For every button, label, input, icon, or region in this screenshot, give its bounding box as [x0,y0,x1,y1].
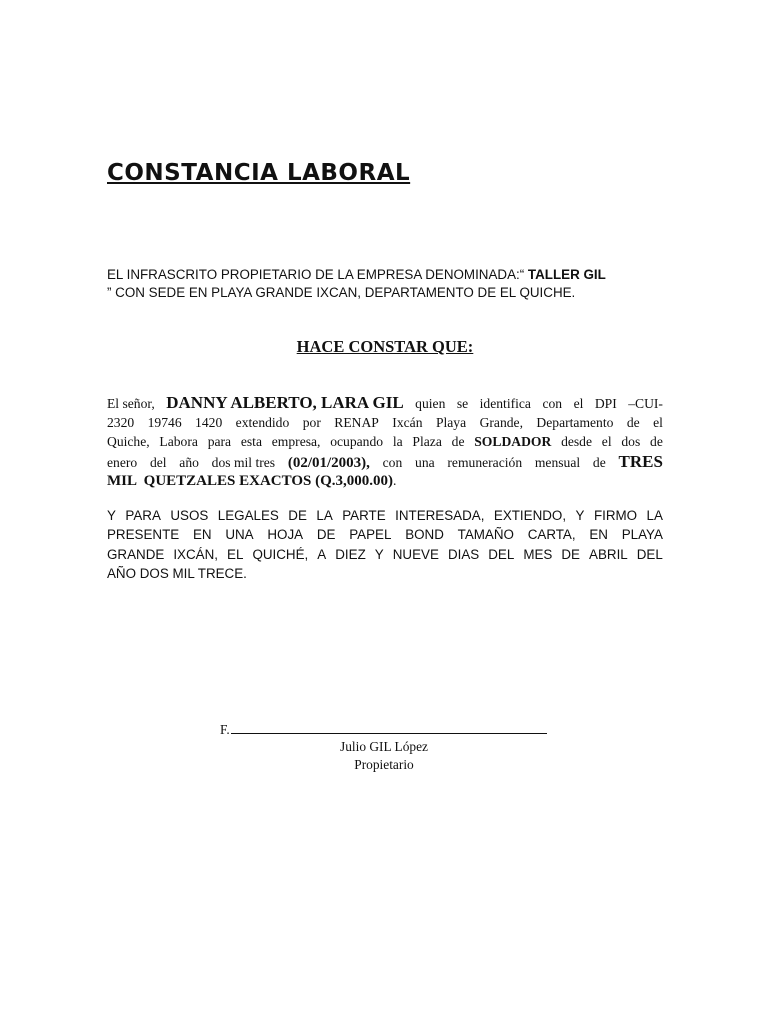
word: DE [288,508,307,523]
word: PLAYA [621,527,663,543]
word: año [179,454,199,470]
word: CARTA, [527,527,576,543]
salary-amount: MIL QUETZALES EXACTOS (Q.3,000.00) [107,473,394,489]
word: –CUI- [628,396,663,411]
word: INTERESADA, [395,508,485,523]
intro-line-2: ” CON SEDE EN PLAYA GRANDE IXCAN, DEPARTAMENTO DE EL QUICHE. [107,285,576,300]
intro-line-1 [107,266,663,284]
section-heading-text: HACE CONSTAR QUE: [296,337,474,356]
start-date: (02/01/2003), [287,454,370,471]
signature-rule [231,719,547,734]
word: de [626,414,640,430]
word: PARA [125,508,161,523]
word: el [601,434,612,449]
word: Y [575,508,585,523]
salary-amount-start: TRES [618,451,663,471]
word: DE [561,546,580,562]
word: . [393,473,397,488]
word: remuneración [447,454,523,470]
word: ocupando [330,434,384,449]
word: esta [240,434,262,449]
word: por [302,414,321,430]
closing-last-line: AÑO DOS MIL TRECE. [107,565,247,581]
word: EXTIENDO, [493,508,567,523]
word: LA [646,508,663,523]
word: DE [316,527,336,543]
word: Playa [435,414,467,430]
word: EN [589,527,608,543]
word: extendido [235,414,290,430]
word: UNA [225,527,254,543]
word: IXCÁN, [173,546,218,562]
word: dos [621,434,641,449]
word: mensual [534,454,581,470]
signature-line [220,719,547,738]
closing-paragraph [107,506,663,583]
word: LEGALES [217,508,279,523]
closing-line-2 [107,525,663,544]
word: Grande, [479,414,523,430]
word: Plaza [412,434,442,449]
word: GRANDE [107,546,165,562]
word: Departamento [536,414,614,430]
signer-role: Propietario [354,757,414,772]
word: QUICHÉ, [252,546,309,562]
closing-line-1 [107,506,663,525]
body-line-5 [107,471,663,491]
body-paragraph [107,393,663,491]
body-line-3 [107,432,663,452]
word: DPI [594,396,617,411]
word: ABRIL [589,546,628,562]
word: del [149,454,167,470]
word: dos mil tres [211,454,276,470]
company-name: TALLER GIL [527,267,606,282]
word: LA [316,508,333,523]
job-position: SOLDADOR [474,434,552,449]
word: una [415,454,435,470]
word: de [650,434,663,449]
signature-prefix: F. [220,722,230,737]
word: la [392,434,403,449]
intro-paragraph [107,266,663,302]
word: desde [561,434,593,449]
word: identifica [479,396,531,411]
word: Labora [159,434,198,449]
word: con [542,396,563,411]
document-title: CONSTANCIA LABORAL [107,160,411,186]
word: PARTE [342,508,386,523]
word: EL [227,546,244,562]
employee-name: DANNY ALBERTO, LARA GIL [166,393,404,412]
word: el [653,414,663,430]
word: EN [192,527,212,543]
word: Ixcán [392,414,423,430]
body-line-1 [107,393,663,413]
word: empresa, [271,434,321,449]
word: HOJA [267,527,304,543]
closing-line-3 [107,545,663,564]
word: DIAS [447,546,480,562]
word: DIEZ [335,546,366,562]
word: USOS [170,508,209,523]
word: FIRMO [593,508,638,523]
word: DEL [488,546,515,562]
word: para [207,434,232,449]
word: de [451,434,465,449]
word: 1420 [195,414,223,430]
body-line-4 [107,452,663,472]
word: enero [107,454,138,470]
word: TAMAÑO [457,527,514,543]
word: RENAP [334,414,379,430]
word: BOND [405,527,444,543]
intro-text: EL INFRASCRITO PROPIETARIO DE LA EMPRESA DENOMINADA:“ [107,267,525,282]
word: Quiche, [107,434,150,449]
word: de [592,454,606,470]
word: Y [107,508,116,523]
word: 2320 [107,414,135,430]
word: 19746 [147,414,182,430]
word: DEL [636,546,663,562]
signer-name: Julio GIL López [339,739,428,754]
word: PAPEL [349,527,392,543]
word: El señor, [107,396,155,411]
word: se [456,396,469,411]
word: quien [415,396,446,411]
word: Y [374,546,384,562]
word: con [382,454,403,470]
section-heading [0,337,768,357]
closing-line-4 [107,564,663,583]
word: el [573,396,584,411]
word: A [317,546,327,562]
word: NUEVE [392,546,439,562]
word: MES [523,546,553,562]
body-line-2 [107,413,663,433]
word: PRESENTE [107,527,180,543]
